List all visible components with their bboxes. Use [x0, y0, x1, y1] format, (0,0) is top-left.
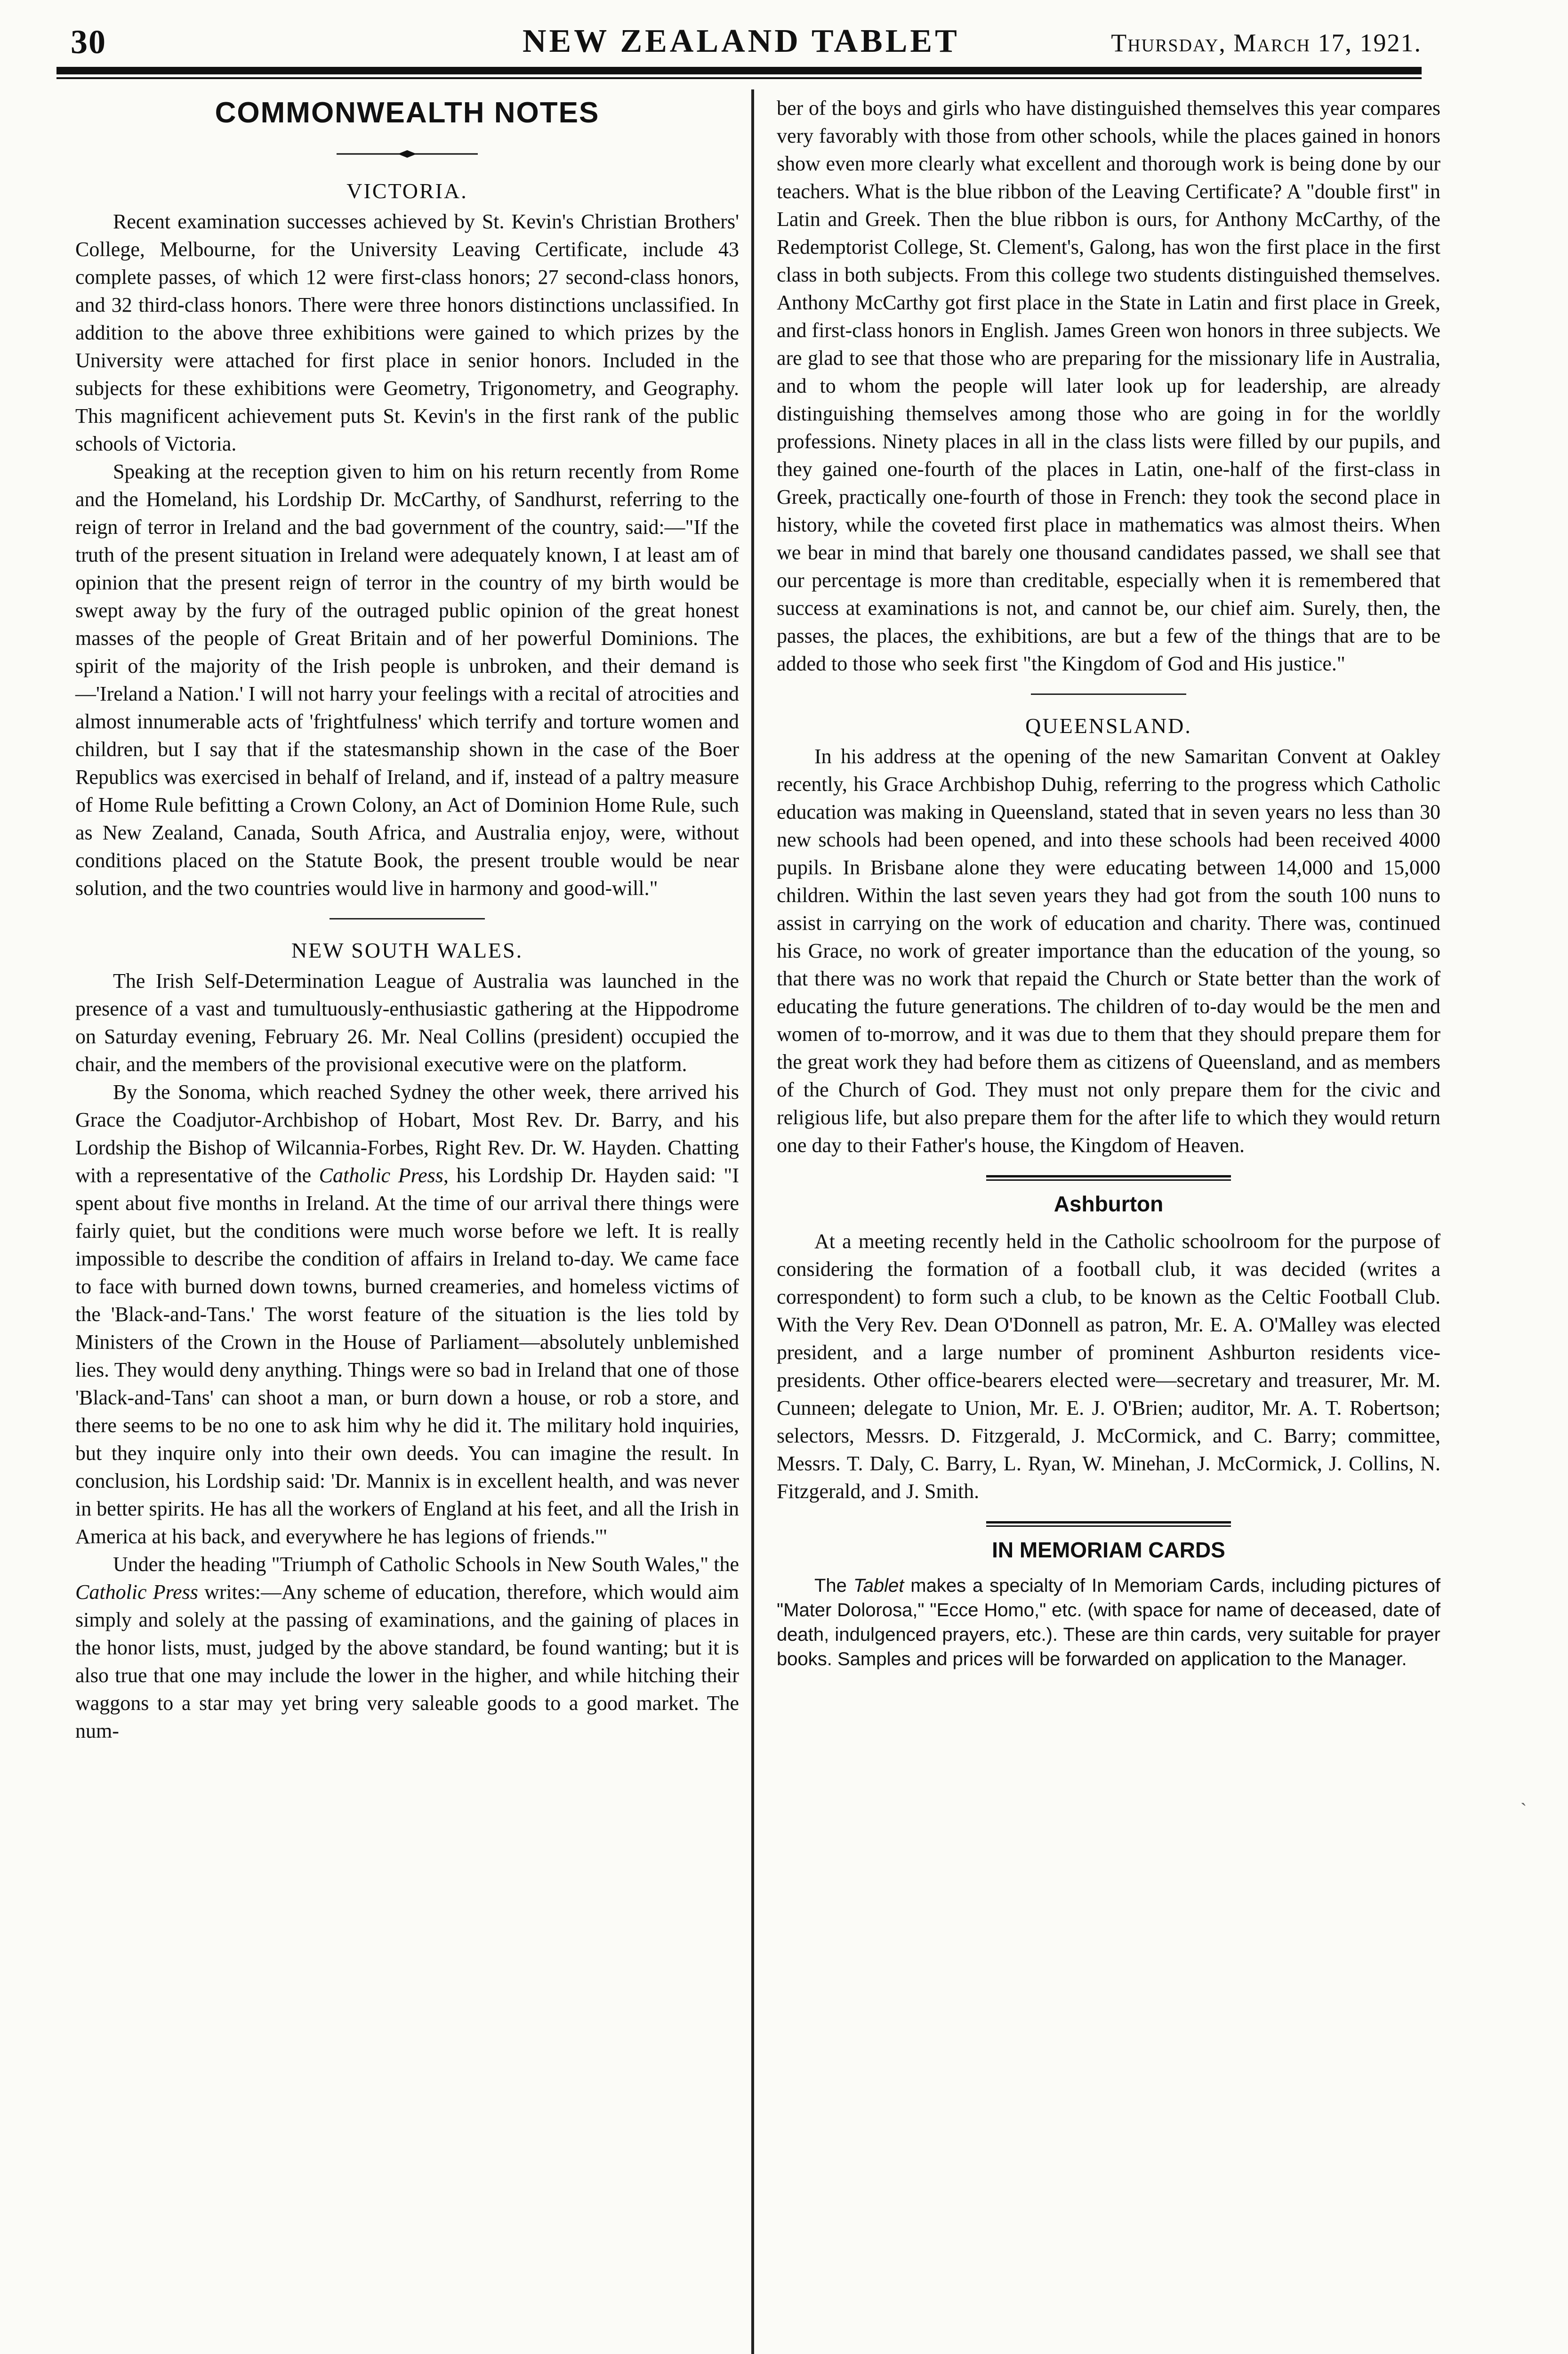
- title-ornament: [75, 138, 739, 166]
- double-rule-divider: [986, 1175, 1231, 1181]
- section-divider: [1031, 693, 1186, 695]
- print-fleck-icon: ˎ: [1520, 1785, 1527, 1806]
- section-divider: [330, 918, 485, 919]
- issue-date: Thursday, March 17, 1921.: [1111, 29, 1422, 57]
- left-column: [75, 94, 739, 1745]
- nsw-paragraph-2: [75, 1078, 739, 1550]
- victoria-paragraph-1: Recent examination successes achieved by St. Kevin's Christian Brothers' College, Melbourne, for the University Leaving Certificate, include 43 complete passes, of which 12 were first-class honors; 27 second-class honors, and 32 third-class honors. There were three honors distinctions unclassified. In addition to the above three exhibitions were gained to which prizes by the University were attached for first place in senior honors. Included in the subjects for these exhibitions were Geometry, Trigonometry, and Geography. This magnificent achievement puts St. Kevin's in the first rank of the public schools of Victoria.: [75, 210, 739, 455]
- masthead-rule-thin: [56, 77, 1422, 79]
- masthead-rule-thick: [56, 67, 1422, 74]
- double-rule-divider: [986, 1521, 1231, 1527]
- article-title: COMMONWEALTH NOTES: [215, 97, 600, 129]
- section-heading-nsw: NEW SOUTH WALES.: [291, 938, 523, 962]
- section-heading-ashburton: Ashburton: [1053, 1192, 1164, 1216]
- nsw-paragraph-1: The Irish Self-Determination League of Australia was launched in the presence of a vast and tumultuously-enthusiastic gathering at the Hippodrome on Saturday evening, February 26. Mr. Neal Collins (president) occupied the chair, and the members of the provisional executive were on the platform.: [75, 969, 739, 1076]
- victoria-paragraph-2: Speaking at the reception given to him on his return recently from Rome and the Homeland, his Lordship Dr. McCarthy, of Sandhurst, referring to the reign of terror in Ireland and the bad government of the country, said:—"If the truth of the present situation in Ireland were adequately known, I at least am of opinion that the present reign of terror in the country of my birth would be swept away by the fury of the outraged public opinion of the great honest masses of the people of Great Britain and of her powerful Dominions. The spirit of the majority of the Irish people is unbroken, and their demand is—'Ireland a Nation.' I will not harry your feelings with a recital of atrocities and almost innumerable acts of 'frightfulness' which terrify and torture women and children, but I say that if the statesmanship shown in the case of the Boer Republics was exercised in behalf of Ireland, and if, instead of a paltry measure of Home Rule befitting a Crown Colony, an Act of Dominion Home Rule, such as New Zealand, Canada, South Africa, and Australia enjoy, were, without conditions placed on the Statute Book, the present trouble would be near solution, and the two countries would live in harmony and good-will.": [75, 460, 739, 900]
- nsw-p3-text-a: Under the heading "Triumph of Catholic Schools in New South Wales," the: [113, 1553, 739, 1576]
- section-heading-queensland: QUEENSLAND.: [1025, 714, 1192, 738]
- nsw-p2-publication: Catholic Press: [319, 1164, 443, 1187]
- section-heading-victoria: VICTORIA.: [346, 179, 468, 203]
- continued-paragraph: ber of the boys and girls who have distinguished themselves this year compares very favorably with those from other schools, while the places gained in honors show even more clearly what excellent and thorough work is being done by our teachers. What is the blue ribbon of the Leaving Certificate? A "double first" in Latin and Greek. Then the blue ribbon is ours, for Anthony McCarthy, of the Redemptorist College, St. Clement's, Galong, has won the first place in the first class in both subjects. From this college two students distinguished themselves. Anthony McCarthy got first place in the State in Latin and first place in Greek, and first-class honors in English. James Green won honors in three subjects. We are glad to see that those who are preparing for the missionary life in Australia, and to whom the people will later look up for leadership, are already distinguishing themselves among those who are going in for the worldly professions. Ninety places in all in the class lists were filled by our pupils, and they gained one-fourth of the places in Latin, one-half of the first-class in Greek, practically one-fourth of those in French: they took the second place in history, while the coveted first place in mathematics was almost theirs. When we bear in mind that barely one thousand candidates passed, we shall see that our percentage is more than creditable, especially when it is remembered that success at examinations is not, and cannot be, our chief aim. Surely, then, the passes, the places, the exhibitions, are but a few of the things that are to be added to those who seek first "the Kingdom of God and His justice.": [777, 97, 1440, 675]
- page-number: 30: [71, 23, 106, 61]
- ornament-rule-icon: [337, 149, 478, 159]
- ashburton-paragraph: At a meeting recently held in the Catholic schoolroom for the purpose of considering the formation of a football club, it was decided (writes a correspondent) to form such a club, to be known as the Celtic Football Club. With the Very Rev. Dean O'Donnell as patron, Mr. E. A. O'Malley was elected president, and a large number of prominent Ashburton residents vice-presidents. Other office-bearers elected were—secretary and treasurer, Mr. M. Cunneen; delegate to Union, Mr. E. J. O'Brien; auditor, Mr. A. T. Robertson; selectors, Messrs. D. Fitzgerald, J. McCormick, and C. Barry; committee, Messrs. T. Daly, C. Barry, L. Ryan, W. Minehan, J. McCormick, J. Collins, N. Fitzgerald, and J. Smith.: [777, 1230, 1440, 1503]
- memoriam-publication: Tablet: [853, 1575, 904, 1596]
- memoriam-paragraph: [777, 1573, 1440, 1671]
- paper-title: NEW ZEALAND TABLET: [523, 23, 960, 59]
- column-divider: [751, 89, 754, 2354]
- nsw-paragraph-3: [75, 1550, 739, 1745]
- section-heading-memoriam: IN MEMORIAM CARDS: [992, 1538, 1225, 1562]
- memoriam-text-a: The: [814, 1575, 853, 1596]
- queensland-paragraph: In his address at the opening of the new Samaritan Convent at Oakley recently, his Grace Archbishop Duhig, referring to the progress which Catholic education was making in Queensland, stated that in seven years no less than 30 new schools had been opened, and into these schools had been received 4000 pupils. In Brisbane alone they were educating between 14,000 and 15,000 children. Within the last seven years they had got from the south 100 nuns to assist in carrying on the work of education and charity. There was, continued his Grace, no work of greater importance than the education of the young, so that there was no work that repaid the Church or State better than the work of educating the future generations. The children of to-day would be the men and women of to-morrow, and it was due to them that they should prepare them for the great work they had before them as citizens of Queensland, and as members of the Church of God. They must not only prepare them for the civic and religious life, but also prepare them for the after life to which they would return one day to their Father's house, the Kingdom of Heaven.: [777, 745, 1440, 1157]
- nsw-p2-text-a: By the Sonoma, which reached Sydney the other week, there arrived his Grace the Coadjutor-Archbishop of Hobart, Most Rev. Dr. Barry, and his Lordship the Bishop of Wilcannia-Forbes, Right Rev. Dr. W. Hayden. Chatting with a representative of the: [75, 1080, 739, 1187]
- nsw-p3-text-b: writes:—Any scheme of education, therefore, which would aim simply and solely at the passing of examinations, and the gaining of places in the honor lists, must, judged by the above standard, be found wanting; but it is also true that one may include the lower in the higher, and while hitching their waggons to a star may yet bring very saleable goods to a good market. The num-: [75, 1580, 739, 1742]
- memoriam-text-b: makes a specialty of In Memoriam Cards, including pictures of "Mater Dolorosa," "Ecce Homo," etc. (with space for name of deceased, date of death, indulgenced prayers, etc.). These are thin cards, very suitable for prayer books. Samples and prices will be forwarded on application to the Manager.: [777, 1575, 1441, 1669]
- nsw-p3-publication: Catholic Press: [75, 1580, 198, 1604]
- right-column: [777, 94, 1440, 1671]
- nsw-p2-text-b: , his Lordship Dr. Hayden said: "I spent about five months in Ireland. At the time of our arrival there things were fairly quiet, but the conditions were much worse before we left. It is really impossible to describe the condition of affairs in Ireland to-day. We came face to face with burned down towns, burned creameries, and homeless victims of the 'Black-and-Tans.' The worst feature of the situation is the lies told by Ministers of the Crown in the House of Parliament—absolutely unblemished lies. They would deny anything. Things were so bad in Ireland that one of those 'Black-and-Tans' can shoot a man, or burn down a house, or rob a store, and there seems to be no one to ask him why he did it. The military hold inquiries, but they inquire only into their own deeds. You can imagine the result. In conclusion, his Lordship said: 'Dr. Mannix is in excellent health, and was never in better spirits. He has all the workers of England at his feet, and all the Irish in America at his back, and everywhere he has legions of friends.'": [75, 1164, 739, 1548]
